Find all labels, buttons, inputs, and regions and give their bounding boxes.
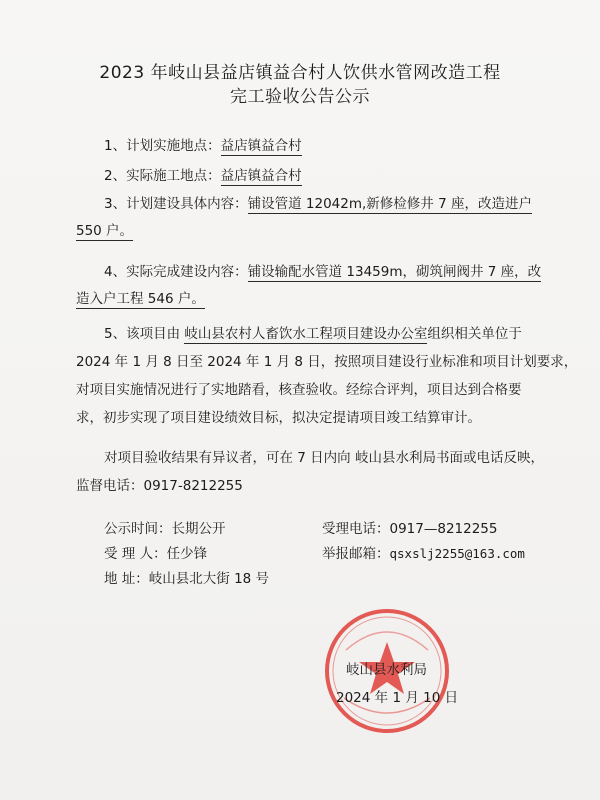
item-planned-location <box>104 134 302 154</box>
issue-date: 2024 年 1 月 10 日 <box>336 690 459 706</box>
item-value: 益店镇益合村 <box>220 168 302 184</box>
item-planned-content <box>104 192 532 212</box>
item-value: 造入户工程 546 户。 <box>76 291 205 307</box>
organizer-unit: 岐山县农村人畜饮水工程项目建设办公室 <box>184 326 428 342</box>
handler: 受 理 人：任少锋 <box>104 546 208 562</box>
item-label: 4、实际完成建设内容： <box>104 264 248 280</box>
objection-line1: 对项目验收结果有异议者，可在 7 日内向 岐山县水利局书面或电话反映， <box>104 450 544 466</box>
accept-phone: 受理电话：0917—8212255 <box>322 521 498 537</box>
paragraph-5-line2: 2024 年 1 月 8 日至 2024 年 1 月 8 日，按照项目建设行业标准和项目计划要求， <box>76 354 578 370</box>
report-email: 举报邮箱：qsxslj2255@163.com <box>322 546 525 562</box>
item-actual-content-cont <box>76 287 205 307</box>
item-actual-content <box>104 260 541 280</box>
document-title-line1: 2023 年岐山县益店镇益合村人饮供水管网改造工程 <box>99 63 501 83</box>
item-label: 3、计划建设具体内容： <box>104 196 248 212</box>
supervision-phone: 监督电话：0917-8212255 <box>76 478 243 494</box>
paragraph-5-line3: 对项目实施情况进行了实地踏看，核查验收。经综合评判，项目达到合格要 <box>76 382 522 398</box>
item-label: 2、实际施工地点： <box>104 168 221 184</box>
item-value: 益店镇益合村 <box>220 138 302 154</box>
publicity-time: 公示时间：长期公开 <box>104 521 226 537</box>
item-value: 铺设输配水管道 13459m，砌筑闸阀井 7 座，改 <box>247 264 542 280</box>
paragraph-5-line4: 求，初步实现了项目建设绩效目标，拟决定提请项目竣工结算审计。 <box>76 410 481 426</box>
item-planned-content-cont <box>76 219 133 239</box>
issuing-organization: 岐山县水利局 <box>346 662 427 678</box>
item-actual-location <box>104 164 302 184</box>
item-value: 铺设管道 12042m,新修检修井 7 座，改造进户 <box>247 196 532 212</box>
item-label: 1、计划实施地点： <box>104 138 221 154</box>
address: 地 址：岐山县北大街 18 号 <box>104 571 270 587</box>
item-value: 550 户。 <box>76 223 134 239</box>
document-title-line2: 完工验收公告公示 <box>230 87 370 107</box>
paragraph-5-line1: 5、该项目由 岐山县农村人畜饮水工程项目建设办公室组织相关单位于 <box>104 326 522 342</box>
